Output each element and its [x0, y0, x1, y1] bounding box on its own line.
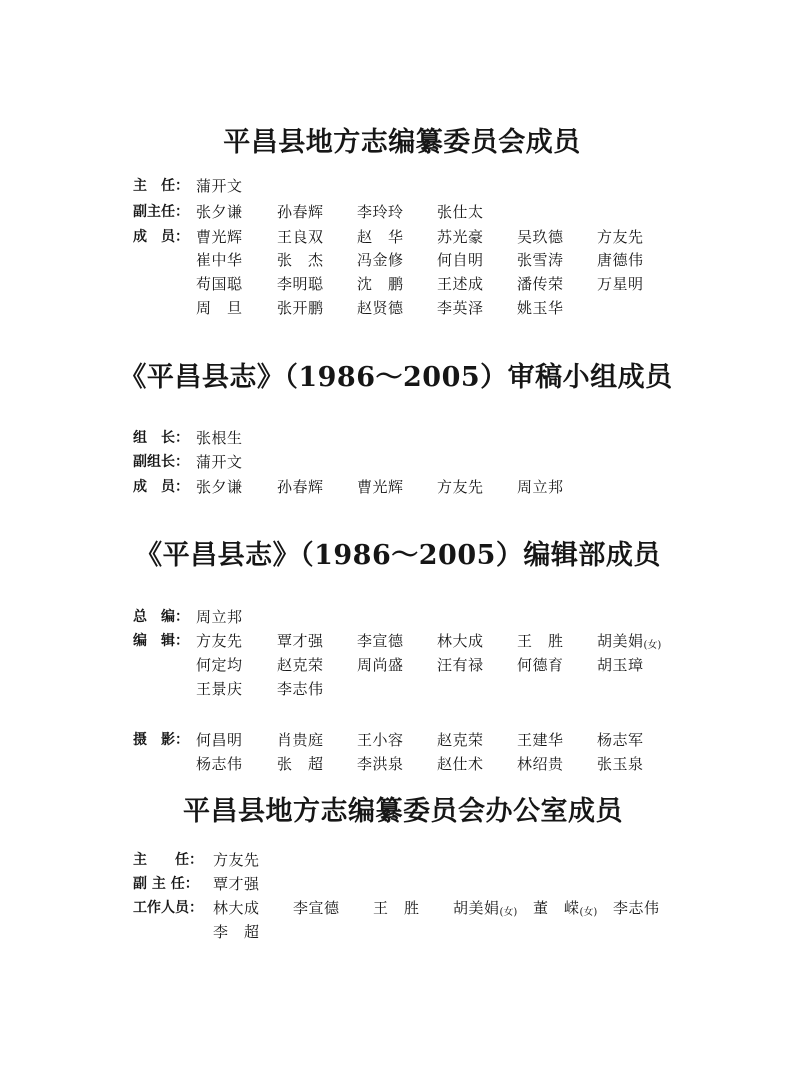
review-group-title: 《平昌县志》（1986～2005）审稿小组成员	[119, 362, 673, 393]
member-name: 张开鹏	[277, 299, 324, 317]
female-mark: (女)	[643, 640, 662, 651]
member-name: 王景庆	[196, 680, 243, 698]
member-name: 张根生	[196, 429, 243, 447]
photography-row	[0, 754, 794, 774]
member-name: 王述成	[437, 275, 484, 293]
chief-editor-row	[0, 607, 794, 627]
group-leader-label: 组 长：	[133, 430, 189, 446]
staff-label: 工作人员：	[133, 900, 203, 916]
review-deputy-row	[0, 452, 794, 472]
committee-members-row	[0, 227, 794, 247]
member-name: 蒲开文	[196, 453, 243, 471]
office-staff-row	[0, 898, 794, 918]
member-name: 李英泽	[437, 299, 484, 317]
member-name: 王良双	[277, 228, 324, 246]
member-name: 姚玉华	[517, 299, 564, 317]
member-name: 赵克荣	[437, 731, 484, 749]
member-name: 唐德伟	[597, 251, 644, 269]
director-label: 主 任：	[133, 852, 203, 868]
member-name: 周 旦	[196, 299, 243, 317]
member-name: 曹光辉	[357, 478, 404, 496]
member-name: 董 嵘	[533, 899, 580, 917]
member-name: 周立邦	[196, 608, 243, 626]
member-name: 何德育	[517, 656, 564, 674]
member-name: 李 超	[213, 923, 260, 941]
office-staff-row	[0, 922, 794, 942]
director-label: 主 任：	[133, 178, 189, 194]
member-name: 胡美娟	[453, 899, 500, 917]
member-name: 冯金修	[357, 251, 404, 269]
member-name: 李宣德	[293, 899, 340, 917]
committee-members-row	[0, 298, 794, 318]
committee-members-row	[0, 250, 794, 270]
member-name: 苏光豪	[437, 228, 484, 246]
member-name: 李宣德	[357, 632, 404, 650]
member-name: 张夕谦	[196, 203, 243, 221]
member-name: 胡美娟	[597, 632, 644, 650]
member-name: 王 胜	[517, 632, 564, 650]
member-name: 吴玖德	[517, 228, 564, 246]
member-name: 周立邦	[517, 478, 564, 496]
member-name: 张 超	[277, 755, 324, 773]
member-name: 李明聪	[277, 275, 324, 293]
member-name: 孙春辉	[277, 203, 324, 221]
office-deputy-row	[0, 874, 794, 894]
member-name: 赵仕术	[437, 755, 484, 773]
member-name: 李玲玲	[357, 203, 404, 221]
members-label: 成 员：	[133, 229, 189, 245]
member-name: 方友先	[437, 478, 484, 496]
member-name: 何定均	[196, 656, 243, 674]
editors-label: 编 辑：	[133, 633, 189, 649]
member-name: 杨志伟	[196, 755, 243, 773]
committee-deputy-row	[0, 202, 794, 222]
review-leader-row	[0, 428, 794, 448]
member-name: 肖贵庭	[277, 731, 324, 749]
member-name: 周尚盛	[357, 656, 404, 674]
member-name: 方友先	[196, 632, 243, 650]
female-mark: (女)	[499, 907, 518, 918]
member-name: 赵 华	[357, 228, 404, 246]
member-name: 覃才强	[213, 875, 260, 893]
member-name: 崔中华	[196, 251, 243, 269]
member-name: 万星明	[597, 275, 644, 293]
member-name: 苟国聪	[196, 275, 243, 293]
editors-row	[0, 631, 794, 651]
member-name: 杨志军	[597, 731, 644, 749]
member-name: 张玉泉	[597, 755, 644, 773]
member-name: 王 胜	[373, 899, 420, 917]
chief-editor-label: 总 编：	[133, 609, 189, 625]
photography-row	[0, 730, 794, 750]
member-name-cell	[533, 898, 597, 921]
member-name: 王建华	[517, 731, 564, 749]
member-name: 林大成	[213, 899, 260, 917]
member-name: 林绍贵	[517, 755, 564, 773]
member-name: 李志伟	[277, 680, 324, 698]
committee-title: 平昌县地方志编纂委员会成员	[223, 127, 581, 158]
deputy-director-label: 副 主 任：	[133, 876, 199, 892]
deputy-director-label: 副主任：	[133, 204, 189, 220]
member-name: 张 杰	[277, 251, 324, 269]
review-members-row	[0, 477, 794, 497]
committee-members-row	[0, 274, 794, 294]
member-name: 孙春辉	[277, 478, 324, 496]
member-name: 林大成	[437, 632, 484, 650]
member-name: 赵贤德	[357, 299, 404, 317]
member-name: 张仕太	[437, 203, 484, 221]
committee-director-row	[0, 176, 794, 196]
member-name: 何昌明	[196, 731, 243, 749]
member-name: 覃才强	[277, 632, 324, 650]
office-director-row	[0, 850, 794, 870]
member-name-cell	[597, 631, 661, 654]
member-name: 赵克荣	[277, 656, 324, 674]
member-name: 李志伟	[613, 899, 660, 917]
editors-row	[0, 679, 794, 699]
female-mark: (女)	[579, 907, 598, 918]
member-name: 潘传荣	[517, 275, 564, 293]
member-name: 何自明	[437, 251, 484, 269]
editors-row	[0, 655, 794, 675]
member-name: 沈 鹏	[357, 275, 404, 293]
member-name: 曹光辉	[196, 228, 243, 246]
member-name: 张雪涛	[517, 251, 564, 269]
members-label: 成 员：	[133, 479, 189, 495]
member-name: 王小容	[357, 731, 404, 749]
office-title: 平昌县地方志编纂委员会办公室成员	[183, 796, 623, 827]
deputy-leader-label: 副组长：	[133, 454, 189, 470]
member-name: 张夕谦	[196, 478, 243, 496]
member-name: 蒲开文	[196, 177, 243, 195]
member-name-cell	[453, 898, 517, 921]
member-name: 方友先	[213, 851, 260, 869]
member-name: 方友先	[597, 228, 644, 246]
member-name: 李洪泉	[357, 755, 404, 773]
member-name: 胡玉璋	[597, 656, 644, 674]
editorial-title: 《平昌县志》（1986～2005）编辑部成员	[135, 540, 661, 571]
member-name: 汪有禄	[437, 656, 484, 674]
photography-label: 摄 影：	[133, 732, 189, 748]
